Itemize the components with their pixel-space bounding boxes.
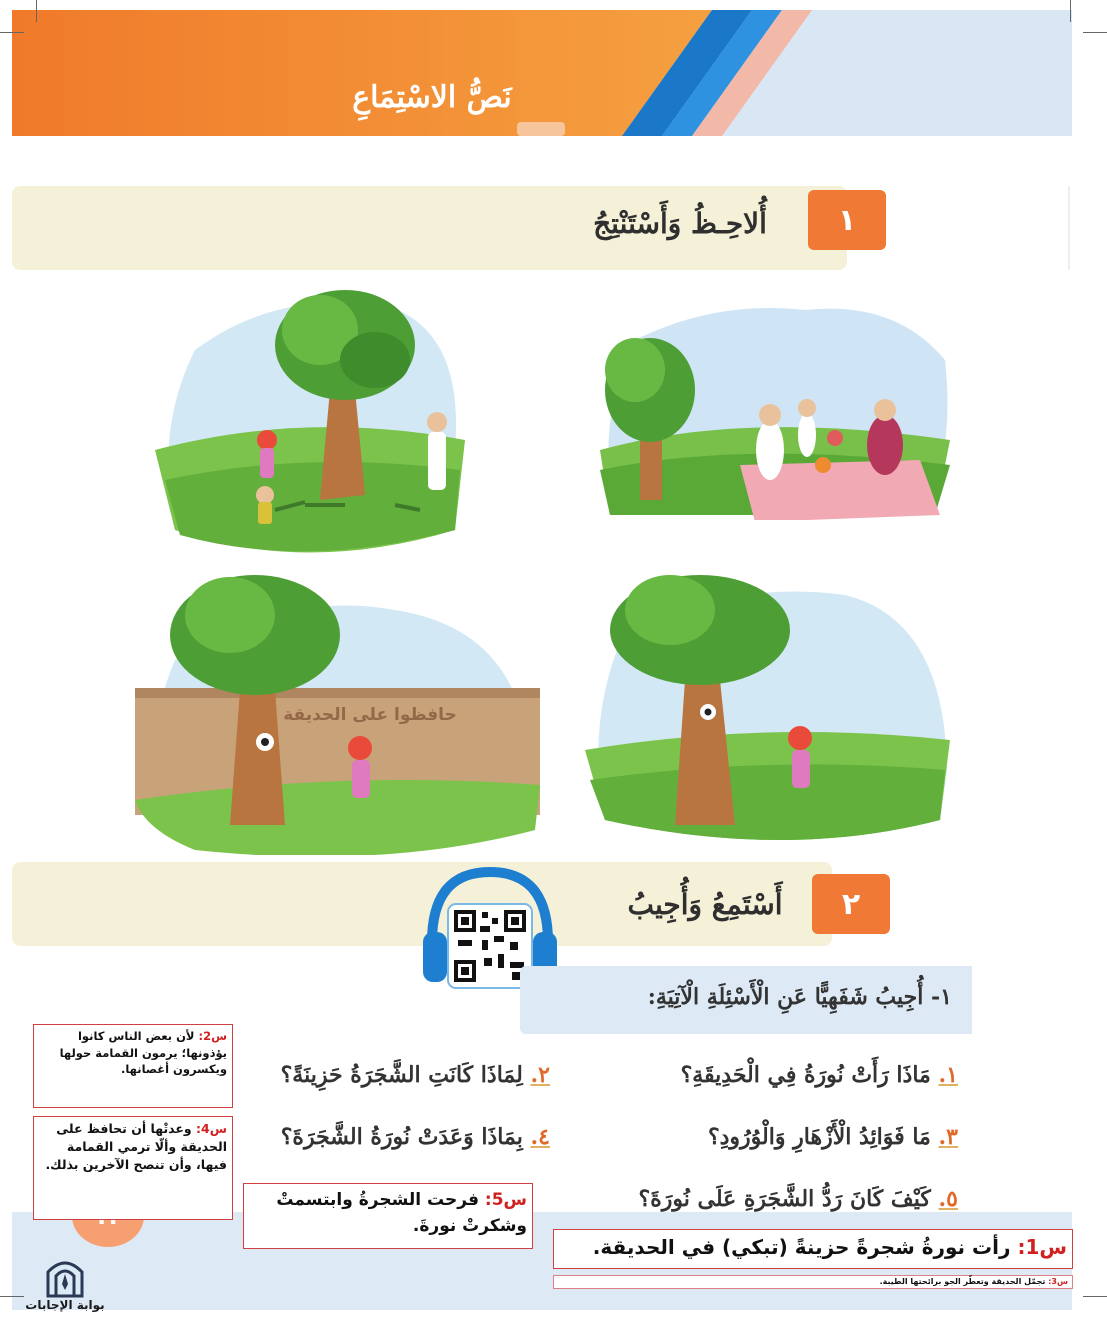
wall-sign-text: حافظوا على الحديقة [283,705,457,725]
question-number: ٢. [530,1062,550,1088]
crop-mark [36,0,37,22]
question-4 [240,1124,550,1150]
answer-text: وعدتْها أن تحافظ على الحديقة وألّا ترمي القمامة فيها، وأن تنصح الآخرين بذلك. [45,1121,227,1173]
answer-text: لأن بعض الناس كانوا يؤذونها؛ يرمون القمامة حولها ويكسرون أغصانها. [59,1029,227,1077]
question-text: بِمَاذَا وَعَدَتْ نُورَةُ الشَّجَرَةَ؟ [280,1124,523,1150]
question-number: ١. [938,1062,958,1088]
illustration-tree-kids [155,290,465,555]
site-logo-icon [44,1254,86,1298]
answer-label: س5: [484,1190,527,1210]
section-number-1: ١ [808,190,886,250]
question-text: مَاذَا رَأَتْ نُورَةُ فِي الْحَدِيقَةِ؟ [680,1062,931,1088]
instruction-text: ١- أُجِيبُ شَفَهِيًّا عَنِ الْأَسْئِلَةِ الْآتِيَةِ: [647,984,952,1010]
crop-mark [0,32,24,33]
question-5 [560,1186,958,1212]
answer-text: رأت نورةُ شجرةً حزينةً (تبكي) في الحديقة. [592,1235,1011,1259]
question-text: مَا فَوَائِدُ الْأَزْهَارِ وَالْوُرُودِ؟ [707,1124,931,1150]
illustration-picnic [595,300,955,520]
page-title: نَصُّ الاسْتِمَاعِ [352,80,512,115]
answer-note-2 [33,1024,233,1108]
answer-label: س3: [1048,1277,1068,1286]
crop-mark [1083,1296,1107,1297]
answer-note-1 [553,1229,1073,1269]
answer-note-5 [243,1183,533,1249]
question-text: كَيْفَ كَانَ رَدُّ الشَّجَرَةِ عَلَى نُورَةَ؟ [638,1186,931,1212]
question-number: ٥. [938,1186,958,1212]
site-logo-text: بوابة الإجابات [25,1298,105,1312]
answer-label: س1: [1017,1235,1067,1259]
header-banner [12,10,1072,136]
answer-label: س4: [196,1121,227,1136]
crop-mark [1083,32,1107,33]
answer-note-3 [553,1275,1073,1289]
section-title-listen: أَسْتَمِعُ وَأُجِيبُ [627,888,783,921]
answer-text: تجمّل الحديقة وتعطّر الجو برائحتها الطيبة. [879,1277,1046,1286]
section-title-observe: أُلاحِـظُ وَأَسْتَنْتِجُ [593,207,767,240]
crop-mark [0,1296,24,1297]
crop-mark [1070,0,1071,22]
divider [1068,186,1070,270]
answer-note-4 [33,1116,233,1220]
answer-text: فرحت الشجرةُ وابتسمتْ وشكرتْ نورةَ. [276,1190,527,1237]
answer-label: س2: [198,1029,227,1043]
question-number: ٤. [530,1124,550,1150]
illustration-smiling-tree [585,570,950,855]
question-1 [590,1062,958,1088]
banner-graphic [12,10,1072,136]
question-2 [220,1062,550,1088]
question-3 [590,1124,958,1150]
question-text: لِمَاذَا كَانَتِ الشَّجَرَةُ حَزِينَةً؟ [280,1062,523,1088]
question-number: ٣. [938,1124,958,1150]
section-number-2: ٢ [812,874,890,934]
